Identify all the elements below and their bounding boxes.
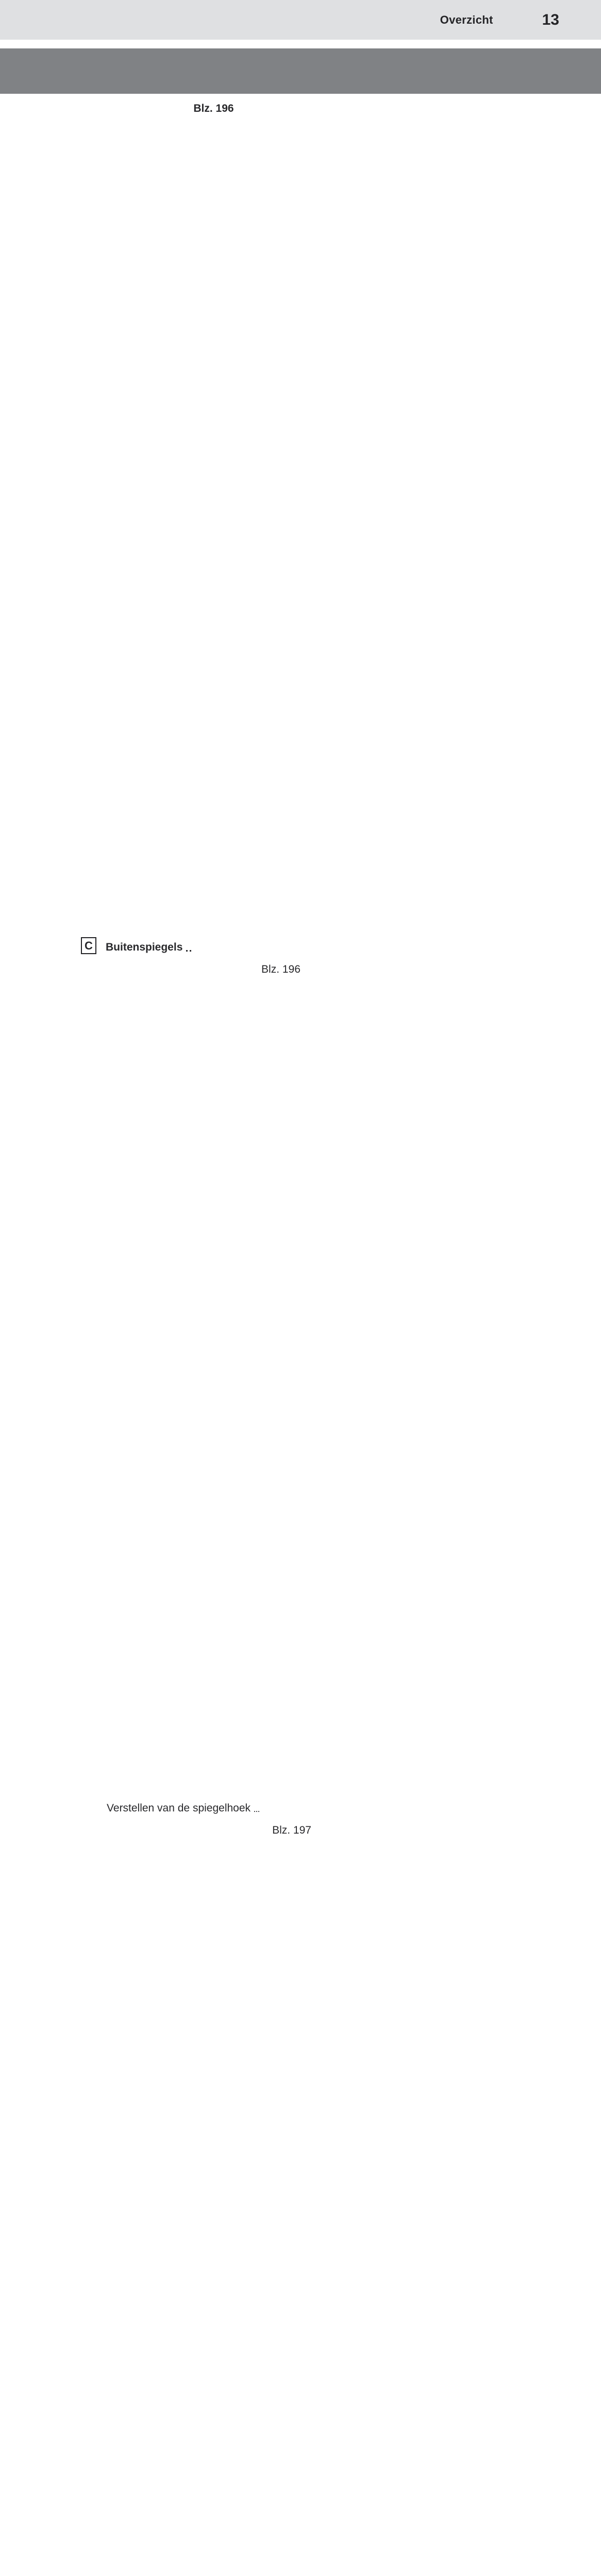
toc-section-head <box>81 102 515 954</box>
page-reference: Blz. 196 <box>261 963 515 1815</box>
page-reference: Blz. 197 <box>272 1824 515 2576</box>
section-title: Buitenspiegels <box>106 941 183 953</box>
section-divider-bar <box>0 48 601 94</box>
table-of-contents <box>0 102 601 2576</box>
dot-leader <box>186 950 191 952</box>
page-number: 13 <box>542 11 559 28</box>
header-section-title: Overzicht <box>440 13 493 26</box>
toc-item-row <box>107 963 515 1815</box>
page-header <box>0 0 601 40</box>
page-reference: Blz. 196 <box>193 102 515 954</box>
dot-leader <box>254 1811 259 1812</box>
toc-item-row <box>107 1824 515 2576</box>
section-letter-badge: C <box>81 937 96 954</box>
toc-item-label: Verstellen van de spiegelhoek <box>107 1802 251 1814</box>
